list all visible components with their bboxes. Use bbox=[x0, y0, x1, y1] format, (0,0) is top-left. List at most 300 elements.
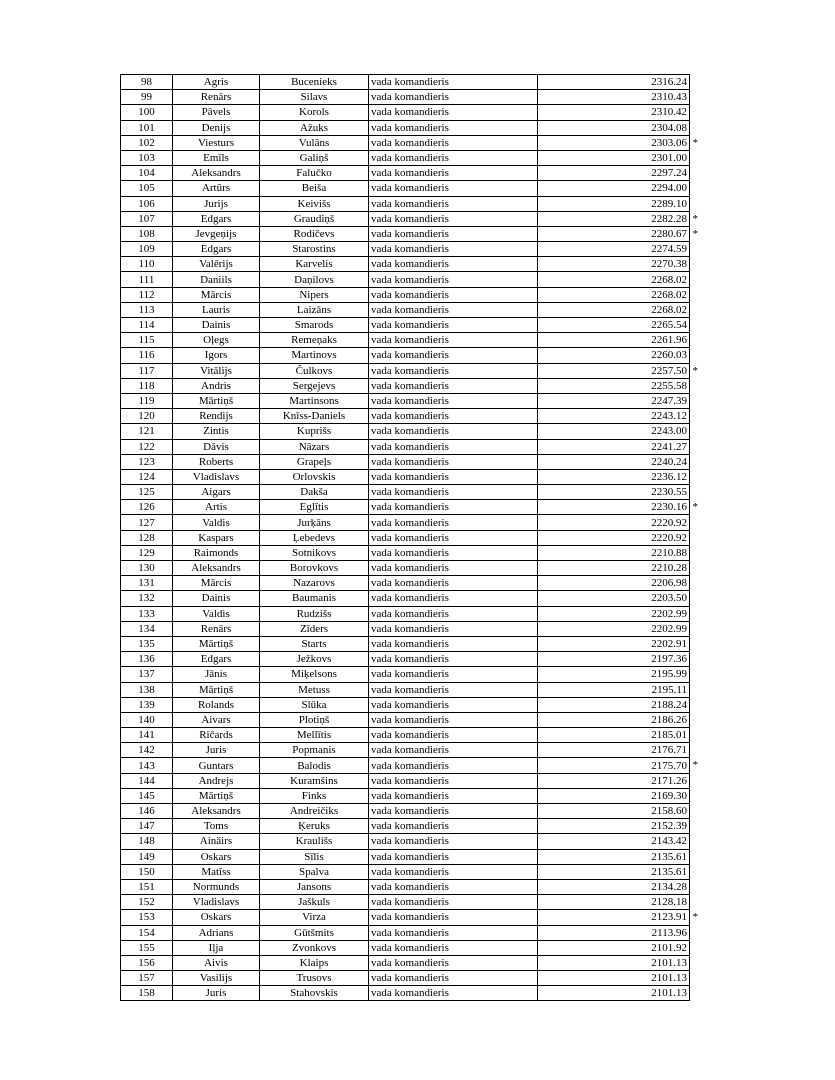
last-name-cell bbox=[260, 272, 369, 287]
table-row bbox=[121, 788, 690, 803]
last-name-cell bbox=[260, 469, 369, 484]
score: 2202.99 bbox=[651, 607, 687, 620]
last-name: Ķeruks bbox=[298, 820, 330, 833]
score-cell bbox=[538, 667, 690, 682]
table-row bbox=[121, 424, 690, 439]
last-name: Graudiņš bbox=[293, 212, 335, 225]
last-name: Dakša bbox=[300, 486, 328, 499]
row-number: 109 bbox=[138, 243, 155, 256]
score-cell bbox=[538, 697, 690, 712]
first-name: Oskars bbox=[200, 850, 232, 863]
row-number-cell bbox=[121, 105, 173, 120]
position-cell bbox=[369, 743, 538, 758]
first-name-cell bbox=[173, 788, 260, 803]
first-name-cell bbox=[173, 667, 260, 682]
position-cell bbox=[369, 409, 538, 424]
last-name-cell bbox=[260, 454, 369, 469]
asterisk-mark: * bbox=[692, 364, 698, 377]
position-cell bbox=[369, 955, 538, 970]
position-cell bbox=[369, 150, 538, 165]
score-cell bbox=[538, 409, 690, 424]
row-number: 153 bbox=[138, 911, 155, 924]
first-name: Valdis bbox=[202, 516, 230, 529]
row-number-cell bbox=[121, 439, 173, 454]
position: vada komandieris bbox=[371, 121, 449, 134]
first-name: Edgars bbox=[200, 212, 232, 225]
table-row bbox=[121, 363, 690, 378]
last-name-cell bbox=[260, 667, 369, 682]
table-row bbox=[121, 971, 690, 986]
score: 2310.42 bbox=[651, 106, 687, 119]
last-name: Zvonkovs bbox=[292, 941, 336, 954]
last-name-cell bbox=[260, 515, 369, 530]
first-name-cell bbox=[173, 697, 260, 712]
score: 2210.88 bbox=[651, 546, 687, 559]
score-cell bbox=[538, 788, 690, 803]
position: vada komandieris bbox=[371, 562, 449, 575]
score-cell bbox=[538, 287, 690, 302]
first-name-cell bbox=[173, 621, 260, 636]
last-name: Galiņš bbox=[299, 152, 329, 165]
row-number: 119 bbox=[138, 395, 155, 408]
score-cell bbox=[538, 242, 690, 257]
score-cell bbox=[538, 910, 698, 925]
first-name-cell bbox=[173, 302, 260, 317]
first-name-cell bbox=[173, 166, 260, 181]
first-name: Guntars bbox=[198, 759, 234, 772]
row-number: 104 bbox=[138, 167, 155, 180]
row-number-cell bbox=[121, 454, 173, 469]
score: 2268.02 bbox=[651, 303, 687, 316]
row-number: 117 bbox=[138, 364, 155, 377]
score-cell bbox=[538, 363, 698, 378]
last-name-cell bbox=[260, 879, 369, 894]
first-name: Renārs bbox=[200, 622, 232, 635]
row-number-cell bbox=[121, 469, 173, 484]
score-cell bbox=[538, 515, 690, 530]
row-number: 147 bbox=[138, 820, 155, 833]
score-cell bbox=[538, 257, 690, 272]
position: vada komandieris bbox=[371, 896, 449, 909]
position-cell bbox=[369, 758, 538, 773]
first-name: Aleksandrs bbox=[191, 167, 241, 180]
row-number-cell bbox=[121, 272, 173, 287]
first-name-cell bbox=[173, 454, 260, 469]
position: vada komandieris bbox=[371, 744, 449, 757]
first-name: Valdis bbox=[202, 607, 230, 620]
first-name-cell bbox=[173, 910, 260, 925]
position-cell bbox=[369, 226, 538, 241]
score: 2310.43 bbox=[651, 91, 687, 104]
score-cell bbox=[538, 348, 690, 363]
first-name: Vladislavs bbox=[192, 470, 240, 483]
ranking-table bbox=[120, 74, 698, 1001]
table-row bbox=[121, 804, 690, 819]
first-name-cell bbox=[173, 758, 260, 773]
score: 2169.30 bbox=[651, 789, 687, 802]
score: 2101.13 bbox=[651, 956, 687, 969]
score-cell bbox=[538, 743, 690, 758]
position-cell bbox=[369, 181, 538, 196]
first-name-cell bbox=[173, 773, 260, 788]
row-number: 138 bbox=[138, 683, 155, 696]
position-cell bbox=[369, 318, 538, 333]
last-name-cell bbox=[260, 728, 369, 743]
last-name-cell bbox=[260, 621, 369, 636]
table-row bbox=[121, 90, 690, 105]
position: vada komandieris bbox=[371, 395, 449, 408]
table-row bbox=[121, 242, 690, 257]
score: 2175.70 bbox=[651, 759, 687, 772]
last-name-cell bbox=[260, 226, 369, 241]
table-row bbox=[121, 75, 690, 90]
score: 2101.13 bbox=[651, 972, 687, 985]
row-number-cell bbox=[121, 378, 173, 393]
last-name-cell bbox=[260, 636, 369, 651]
score: 2185.01 bbox=[651, 729, 687, 742]
first-name-cell bbox=[173, 652, 260, 667]
row-number-cell bbox=[121, 196, 173, 211]
score: 2202.99 bbox=[651, 622, 687, 635]
score-cell bbox=[538, 333, 690, 348]
score-cell bbox=[538, 439, 690, 454]
last-name: Starostins bbox=[292, 243, 336, 256]
score: 2261.96 bbox=[651, 334, 687, 347]
first-name: Viesturs bbox=[197, 136, 234, 149]
first-name: Roberts bbox=[198, 455, 234, 468]
position-cell bbox=[369, 895, 538, 910]
score: 2297.24 bbox=[651, 167, 687, 180]
position: vada komandieris bbox=[371, 334, 449, 347]
last-name: Zīders bbox=[299, 622, 329, 635]
position: vada komandieris bbox=[371, 91, 449, 104]
score: 2260.03 bbox=[651, 349, 687, 362]
table-row bbox=[121, 409, 690, 424]
score: 2294.00 bbox=[651, 182, 687, 195]
position: vada komandieris bbox=[371, 152, 449, 165]
position: vada komandieris bbox=[371, 258, 449, 271]
row-number: 124 bbox=[138, 470, 155, 483]
row-number-cell bbox=[121, 181, 173, 196]
position-cell bbox=[369, 515, 538, 530]
ranking-table-body bbox=[121, 75, 698, 1001]
score-cell bbox=[538, 834, 690, 849]
first-name-cell bbox=[173, 849, 260, 864]
first-name-cell bbox=[173, 940, 260, 955]
row-number: 134 bbox=[138, 622, 155, 635]
last-name: Eglītis bbox=[299, 501, 329, 514]
position: vada komandieris bbox=[371, 653, 449, 666]
row-number-cell bbox=[121, 150, 173, 165]
score: 2113.96 bbox=[651, 926, 687, 939]
score-cell bbox=[538, 849, 690, 864]
first-name-cell bbox=[173, 90, 260, 105]
last-name-cell bbox=[260, 864, 369, 879]
score-cell bbox=[538, 454, 690, 469]
last-name: Spalva bbox=[299, 865, 329, 878]
last-name: Jurķāns bbox=[297, 516, 331, 529]
last-name-cell bbox=[260, 90, 369, 105]
table-row bbox=[121, 211, 690, 226]
score-cell bbox=[538, 712, 690, 727]
table-row bbox=[121, 773, 690, 788]
asterisk-mark: * bbox=[692, 212, 698, 225]
last-name-cell bbox=[260, 925, 369, 940]
position: vada komandieris bbox=[371, 926, 449, 939]
first-name: Vasilijs bbox=[199, 972, 233, 985]
last-name: Grapeļs bbox=[296, 455, 332, 468]
last-name: Nāzars bbox=[298, 440, 330, 453]
last-name-cell bbox=[260, 697, 369, 712]
asterisk-mark: * bbox=[692, 501, 698, 514]
table-row bbox=[121, 485, 690, 500]
position-cell bbox=[369, 120, 538, 135]
score-cell bbox=[538, 196, 690, 211]
score: 2203.50 bbox=[651, 592, 687, 605]
row-number-cell bbox=[121, 606, 173, 621]
row-number-cell bbox=[121, 910, 173, 925]
position: vada komandieris bbox=[371, 288, 449, 301]
position-cell bbox=[369, 940, 538, 955]
first-name-cell bbox=[173, 135, 260, 150]
score-cell bbox=[538, 819, 690, 834]
position-cell bbox=[369, 864, 538, 879]
row-number: 148 bbox=[138, 835, 155, 848]
ranking-table-container bbox=[120, 74, 698, 1001]
row-number-cell bbox=[121, 925, 173, 940]
first-name-cell bbox=[173, 150, 260, 165]
row-number-cell bbox=[121, 424, 173, 439]
position: vada komandieris bbox=[371, 972, 449, 985]
table-row bbox=[121, 196, 690, 211]
position-cell bbox=[369, 287, 538, 302]
score-cell bbox=[538, 105, 690, 120]
score-cell bbox=[538, 424, 690, 439]
first-name: Ričards bbox=[199, 729, 233, 742]
row-number-cell bbox=[121, 135, 173, 150]
first-name: Edgars bbox=[200, 243, 232, 256]
first-name: Igors bbox=[204, 349, 228, 362]
position: vada komandieris bbox=[371, 820, 449, 833]
row-number: 140 bbox=[138, 713, 155, 726]
row-number-cell bbox=[121, 864, 173, 879]
table-row bbox=[121, 120, 690, 135]
table-row bbox=[121, 272, 690, 287]
last-name: Keivišs bbox=[297, 197, 331, 210]
row-number: 154 bbox=[138, 926, 155, 939]
last-name: Daņilovs bbox=[294, 273, 334, 286]
score: 2303.06 bbox=[651, 136, 687, 149]
row-number-cell bbox=[121, 226, 173, 241]
row-number-cell bbox=[121, 500, 173, 515]
row-number: 120 bbox=[138, 410, 155, 423]
position-cell bbox=[369, 728, 538, 743]
score: 2230.55 bbox=[651, 486, 687, 499]
score-cell bbox=[538, 636, 690, 651]
position-cell bbox=[369, 166, 538, 181]
first-name: Juris bbox=[205, 987, 227, 1000]
first-name-cell bbox=[173, 257, 260, 272]
last-name-cell bbox=[260, 105, 369, 120]
row-number: 108 bbox=[138, 227, 155, 240]
first-name-cell bbox=[173, 864, 260, 879]
row-number-cell bbox=[121, 333, 173, 348]
score-cell bbox=[538, 621, 690, 636]
score: 2274.59 bbox=[651, 243, 687, 256]
last-name: Plotiņš bbox=[298, 713, 330, 726]
position: vada komandieris bbox=[371, 379, 449, 392]
last-name-cell bbox=[260, 318, 369, 333]
last-name-cell bbox=[260, 652, 369, 667]
table-row bbox=[121, 728, 690, 743]
table-row bbox=[121, 181, 690, 196]
row-number-cell bbox=[121, 515, 173, 530]
row-number-cell bbox=[121, 804, 173, 819]
score: 2265.54 bbox=[651, 319, 687, 332]
first-name-cell bbox=[173, 120, 260, 135]
position: vada komandieris bbox=[371, 789, 449, 802]
position: vada komandieris bbox=[371, 622, 449, 635]
row-number: 118 bbox=[138, 379, 155, 392]
score-cell bbox=[538, 728, 690, 743]
row-number-cell bbox=[121, 712, 173, 727]
row-number: 98 bbox=[141, 76, 152, 89]
position: vada komandieris bbox=[371, 364, 449, 377]
position: vada komandieris bbox=[371, 941, 449, 954]
position: vada komandieris bbox=[371, 638, 449, 651]
row-number-cell bbox=[121, 242, 173, 257]
table-row bbox=[121, 682, 690, 697]
position-cell bbox=[369, 424, 538, 439]
last-name-cell bbox=[260, 363, 369, 378]
position-cell bbox=[369, 712, 538, 727]
table-row bbox=[121, 105, 690, 120]
score-cell bbox=[538, 75, 690, 90]
row-number: 107 bbox=[138, 212, 155, 225]
score-cell bbox=[538, 211, 698, 226]
last-name: Mellītis bbox=[296, 729, 332, 742]
position-cell bbox=[369, 393, 538, 408]
position-cell bbox=[369, 697, 538, 712]
row-number: 130 bbox=[138, 562, 155, 575]
first-name-cell bbox=[173, 196, 260, 211]
first-name: Mārtiņš bbox=[198, 638, 234, 651]
score: 2316.24 bbox=[651, 76, 687, 89]
score: 2197.36 bbox=[651, 653, 687, 666]
score: 2176.71 bbox=[651, 744, 687, 757]
position-cell bbox=[369, 788, 538, 803]
table-row bbox=[121, 819, 690, 834]
first-name: Artis bbox=[205, 501, 227, 514]
first-name: Adrians bbox=[198, 926, 234, 939]
row-number-cell bbox=[121, 287, 173, 302]
row-number: 127 bbox=[138, 516, 155, 529]
position-cell bbox=[369, 196, 538, 211]
first-name: Aleksandrs bbox=[191, 805, 241, 818]
first-name: Pāvels bbox=[201, 106, 231, 119]
position-cell bbox=[369, 606, 538, 621]
table-row bbox=[121, 667, 690, 682]
score-cell bbox=[538, 652, 690, 667]
table-row bbox=[121, 743, 690, 758]
position: vada komandieris bbox=[371, 592, 449, 605]
first-name: Dainis bbox=[201, 592, 231, 605]
last-name-cell bbox=[260, 181, 369, 196]
row-number-cell bbox=[121, 393, 173, 408]
table-row bbox=[121, 910, 690, 925]
first-name: Daniils bbox=[200, 273, 232, 286]
last-name-cell bbox=[260, 545, 369, 560]
first-name: Valērijs bbox=[199, 258, 233, 271]
first-name: Dāvis bbox=[203, 440, 229, 453]
row-number-cell bbox=[121, 120, 173, 135]
row-number: 146 bbox=[138, 805, 155, 818]
table-row bbox=[121, 166, 690, 181]
last-name-cell bbox=[260, 75, 369, 90]
row-number: 115 bbox=[138, 334, 155, 347]
last-name-cell bbox=[260, 788, 369, 803]
last-name-cell bbox=[260, 302, 369, 317]
first-name-cell bbox=[173, 606, 260, 621]
row-number-cell bbox=[121, 530, 173, 545]
row-number-cell bbox=[121, 591, 173, 606]
first-name: Edgars bbox=[200, 653, 232, 666]
first-name-cell bbox=[173, 393, 260, 408]
row-number: 111 bbox=[138, 273, 155, 286]
score: 2220.92 bbox=[651, 516, 687, 529]
first-name: Rendijs bbox=[199, 410, 233, 423]
score: 2304.08 bbox=[651, 121, 687, 134]
score: 2268.02 bbox=[651, 288, 687, 301]
position: vada komandieris bbox=[371, 713, 449, 726]
score-cell bbox=[538, 181, 690, 196]
position-cell bbox=[369, 485, 538, 500]
last-name: Rudzišs bbox=[296, 607, 332, 620]
first-name-cell bbox=[173, 439, 260, 454]
table-row bbox=[121, 454, 690, 469]
score: 2268.02 bbox=[651, 273, 687, 286]
last-name: Starts bbox=[301, 638, 327, 651]
last-name-cell bbox=[260, 940, 369, 955]
row-number-cell bbox=[121, 955, 173, 970]
first-name-cell bbox=[173, 955, 260, 970]
first-name-cell bbox=[173, 181, 260, 196]
last-name-cell bbox=[260, 819, 369, 834]
table-row bbox=[121, 879, 690, 894]
score: 2152.39 bbox=[651, 820, 687, 833]
score-cell bbox=[538, 561, 690, 576]
table-row bbox=[121, 758, 690, 773]
first-name: Normunds bbox=[192, 881, 240, 894]
position: vada komandieris bbox=[371, 956, 449, 969]
score: 2158.60 bbox=[651, 805, 687, 818]
row-number-cell bbox=[121, 166, 173, 181]
position-cell bbox=[369, 819, 538, 834]
row-number: 149 bbox=[138, 850, 155, 863]
position: vada komandieris bbox=[371, 805, 449, 818]
last-name: Orlovskis bbox=[292, 470, 336, 483]
last-name-cell bbox=[260, 606, 369, 621]
row-number: 133 bbox=[138, 607, 155, 620]
last-name: Baumanis bbox=[292, 592, 336, 605]
first-name-cell bbox=[173, 895, 260, 910]
position: vada komandieris bbox=[371, 136, 449, 149]
table-row bbox=[121, 439, 690, 454]
row-number: 155 bbox=[138, 941, 155, 954]
first-name-cell bbox=[173, 879, 260, 894]
score: 2241.27 bbox=[651, 440, 687, 453]
row-number-cell bbox=[121, 409, 173, 424]
